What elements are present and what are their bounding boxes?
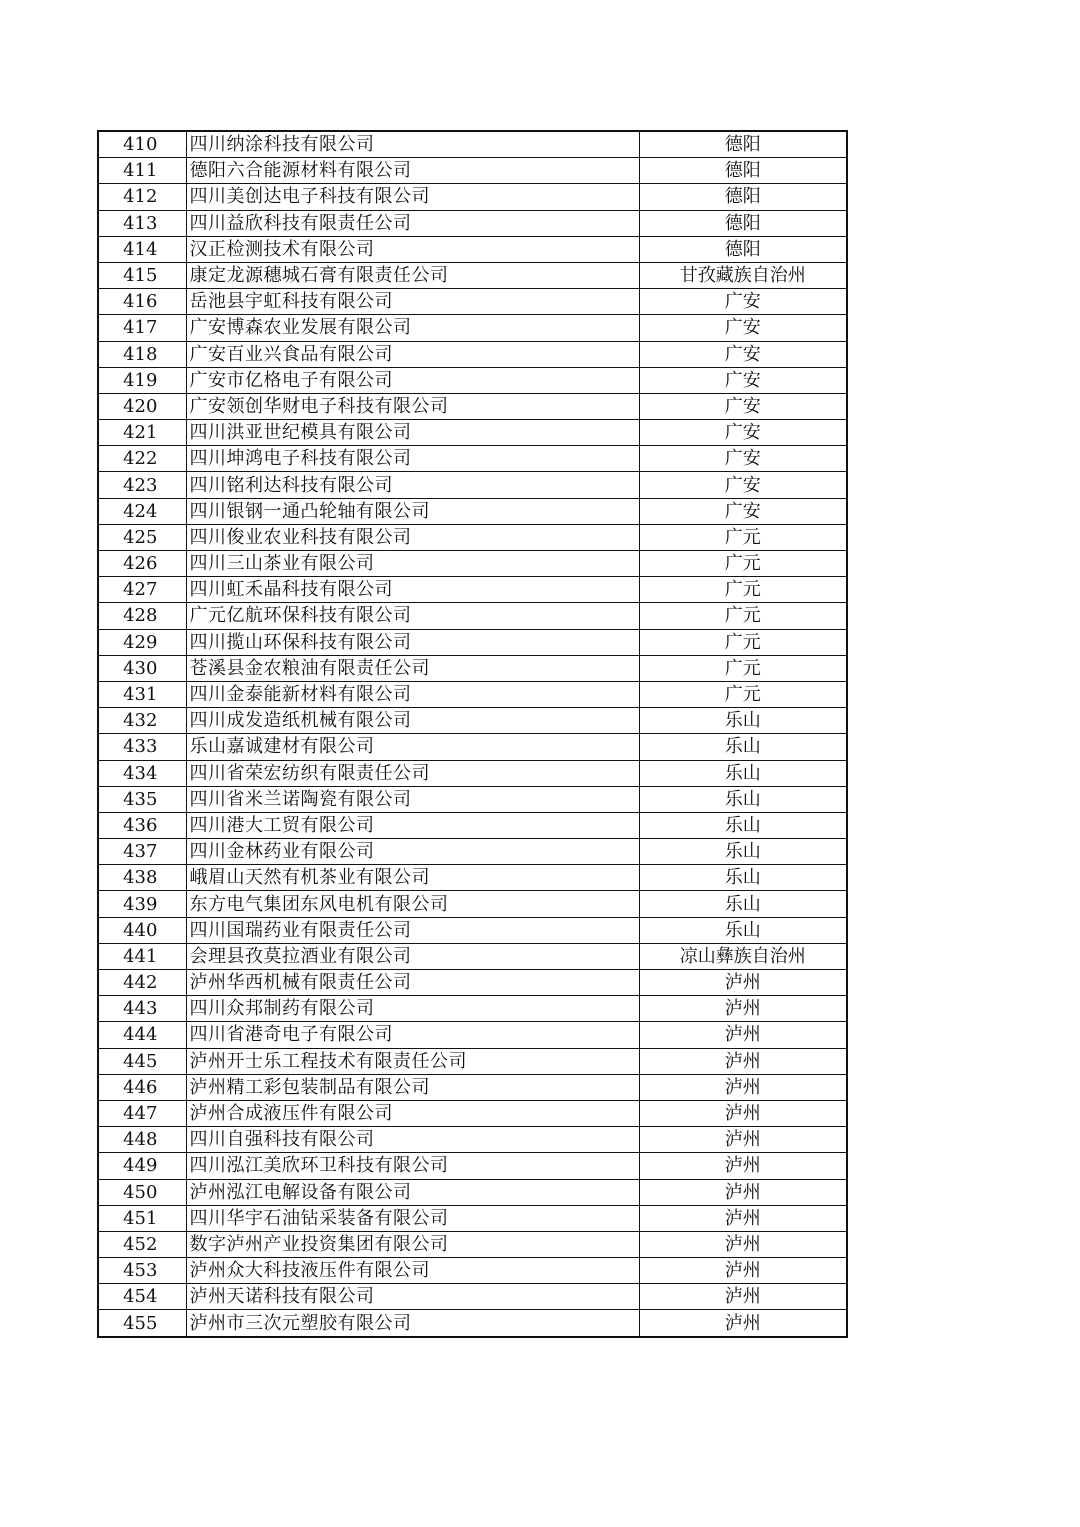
company-name: 四川益欣科技有限责任公司 [186,210,639,236]
region-name: 乐山 [639,891,847,917]
row-number: 425 [98,524,186,550]
row-number: 448 [98,1127,186,1153]
region-name: 德阳 [639,210,847,236]
row-number: 416 [98,289,186,315]
company-name: 四川众邦制药有限公司 [186,996,639,1022]
row-number: 439 [98,891,186,917]
table-row [98,629,847,655]
table-row [98,681,847,707]
company-name: 乐山嘉诚建材有限公司 [186,734,639,760]
region-name: 广元 [639,655,847,681]
region-name: 广安 [639,341,847,367]
company-name: 四川银钢一通凸轮轴有限公司 [186,498,639,524]
table-row [98,184,847,210]
region-name: 广安 [639,315,847,341]
company-name: 四川三山茶业有限公司 [186,551,639,577]
table-row [98,734,847,760]
region-name: 广安 [639,420,847,446]
region-name: 泸州 [639,1127,847,1153]
row-number: 454 [98,1284,186,1310]
region-name: 广元 [639,551,847,577]
company-name: 岳池县宇虹科技有限公司 [186,289,639,315]
table-row [98,839,847,865]
row-number: 413 [98,210,186,236]
region-name: 泸州 [639,1100,847,1126]
row-number: 424 [98,498,186,524]
table-row [98,603,847,629]
row-number: 411 [98,158,186,184]
company-name: 广元亿航环保科技有限公司 [186,603,639,629]
row-number: 427 [98,577,186,603]
company-name: 泸州开士乐工程技术有限责任公司 [186,1048,639,1074]
row-number: 433 [98,734,186,760]
table-row [98,210,847,236]
row-number: 417 [98,315,186,341]
company-name: 泸州合成液压件有限公司 [186,1100,639,1126]
row-number: 452 [98,1231,186,1257]
table-row [98,1127,847,1153]
table-row [98,341,847,367]
company-name: 苍溪县金农粮油有限责任公司 [186,655,639,681]
region-name: 广安 [639,472,847,498]
row-number: 436 [98,812,186,838]
table-row [98,1284,847,1310]
company-name: 泸州泓江电解设备有限公司 [186,1179,639,1205]
region-name: 泸州 [639,1258,847,1284]
row-number: 432 [98,708,186,734]
company-name: 四川泓江美欣环卫科技有限公司 [186,1153,639,1179]
row-number: 431 [98,681,186,707]
row-number: 426 [98,551,186,577]
region-name: 乐山 [639,917,847,943]
row-number: 455 [98,1310,186,1337]
table-row [98,1205,847,1231]
company-name: 康定龙源穗城石膏有限责任公司 [186,262,639,288]
company-name: 四川铭利达科技有限公司 [186,472,639,498]
table-row [98,786,847,812]
company-name: 泸州华西机械有限责任公司 [186,970,639,996]
region-name: 广安 [639,367,847,393]
region-name: 德阳 [639,184,847,210]
row-number: 430 [98,655,186,681]
region-name: 泸州 [639,996,847,1022]
company-name: 泸州众大科技液压件有限公司 [186,1258,639,1284]
region-name: 泸州 [639,1048,847,1074]
company-name: 四川自强科技有限公司 [186,1127,639,1153]
company-name: 四川俊业农业科技有限公司 [186,524,639,550]
table-row [98,917,847,943]
region-name: 广安 [639,498,847,524]
region-name: 乐山 [639,786,847,812]
region-name: 德阳 [639,131,847,158]
company-name: 泸州天诺科技有限公司 [186,1284,639,1310]
table-row [98,131,847,158]
table-row [98,1022,847,1048]
table-row [98,262,847,288]
company-name: 四川华宇石油钻采装备有限公司 [186,1205,639,1231]
row-number: 441 [98,943,186,969]
table-row [98,1100,847,1126]
table-row [98,970,847,996]
company-name: 汉正检测技术有限公司 [186,236,639,262]
row-number: 415 [98,262,186,288]
company-name: 四川金林药业有限公司 [186,839,639,865]
table-row [98,1048,847,1074]
table-row [98,236,847,262]
company-name: 四川坤鸿电子科技有限公司 [186,446,639,472]
table-row [98,943,847,969]
row-number: 422 [98,446,186,472]
company-name: 四川港大工贸有限公司 [186,812,639,838]
region-name: 凉山彝族自治州 [639,943,847,969]
row-number: 428 [98,603,186,629]
company-name: 四川洪亚世纪模具有限公司 [186,420,639,446]
row-number: 438 [98,865,186,891]
company-name: 四川国瑞药业有限责任公司 [186,917,639,943]
table-row [98,472,847,498]
region-name: 广元 [639,629,847,655]
table-row [98,1179,847,1205]
table-row [98,865,847,891]
table-row [98,498,847,524]
table-row [98,1310,847,1337]
company-name: 四川省港奇电子有限公司 [186,1022,639,1048]
table-row [98,367,847,393]
region-name: 广安 [639,393,847,419]
table-row [98,1258,847,1284]
table-row [98,996,847,1022]
row-number: 450 [98,1179,186,1205]
region-name: 德阳 [639,236,847,262]
table-row [98,420,847,446]
table-row [98,315,847,341]
row-number: 412 [98,184,186,210]
row-number: 444 [98,1022,186,1048]
row-number: 429 [98,629,186,655]
company-list-table [97,130,848,1338]
company-name: 泸州精工彩包装制品有限公司 [186,1074,639,1100]
table-row [98,655,847,681]
table-row [98,393,847,419]
region-name: 乐山 [639,812,847,838]
table-row [98,577,847,603]
region-name: 泸州 [639,1310,847,1337]
row-number: 434 [98,760,186,786]
company-name: 四川金泰能新材料有限公司 [186,681,639,707]
row-number: 442 [98,970,186,996]
region-name: 乐山 [639,839,847,865]
company-name: 四川揽山环保科技有限公司 [186,629,639,655]
region-name: 乐山 [639,865,847,891]
row-number: 446 [98,1074,186,1100]
region-name: 广元 [639,681,847,707]
table-body [98,131,847,1337]
table-row [98,812,847,838]
region-name: 泸州 [639,1284,847,1310]
row-number: 443 [98,996,186,1022]
row-number: 447 [98,1100,186,1126]
row-number: 445 [98,1048,186,1074]
company-name: 四川成发造纸机械有限公司 [186,708,639,734]
region-name: 广元 [639,603,847,629]
region-name: 广安 [639,446,847,472]
table-row [98,708,847,734]
region-name: 泸州 [639,1205,847,1231]
company-name: 四川省米兰诺陶瓷有限公司 [186,786,639,812]
region-name: 德阳 [639,158,847,184]
row-number: 410 [98,131,186,158]
row-number: 437 [98,839,186,865]
table-row [98,1074,847,1100]
company-name: 四川省荣宏纺织有限责任公司 [186,760,639,786]
company-name: 数字泸州产业投资集团有限公司 [186,1231,639,1257]
row-number: 419 [98,367,186,393]
table-row [98,891,847,917]
region-name: 泸州 [639,1153,847,1179]
region-name: 泸州 [639,1022,847,1048]
region-name: 泸州 [639,1179,847,1205]
table-row [98,1153,847,1179]
company-name: 会理县孜莫拉酒业有限公司 [186,943,639,969]
region-name: 广元 [639,524,847,550]
table-row [98,760,847,786]
row-number: 423 [98,472,186,498]
table-row [98,551,847,577]
table-row [98,1231,847,1257]
row-number: 451 [98,1205,186,1231]
region-name: 乐山 [639,734,847,760]
row-number: 421 [98,420,186,446]
region-name: 广安 [639,289,847,315]
company-name: 德阳六合能源材料有限公司 [186,158,639,184]
company-name: 四川纳涂科技有限公司 [186,131,639,158]
region-name: 泸州 [639,970,847,996]
table-row [98,289,847,315]
table-row [98,446,847,472]
region-name: 泸州 [639,1074,847,1100]
company-name: 四川美创达电子科技有限公司 [186,184,639,210]
row-number: 435 [98,786,186,812]
company-name: 峨眉山天然有机茶业有限公司 [186,865,639,891]
company-name: 广安市亿格电子有限公司 [186,367,639,393]
company-name: 东方电气集团东风电机有限公司 [186,891,639,917]
table-row [98,158,847,184]
row-number: 453 [98,1258,186,1284]
company-name: 泸州市三次元塑胶有限公司 [186,1310,639,1337]
region-name: 泸州 [639,1231,847,1257]
company-name: 广安领创华财电子科技有限公司 [186,393,639,419]
company-name: 广安博森农业发展有限公司 [186,315,639,341]
region-name: 广元 [639,577,847,603]
region-name: 甘孜藏族自治州 [639,262,847,288]
region-name: 乐山 [639,708,847,734]
region-name: 乐山 [639,760,847,786]
company-name: 广安百业兴食品有限公司 [186,341,639,367]
row-number: 414 [98,236,186,262]
row-number: 418 [98,341,186,367]
company-name: 四川虹禾晶科技有限公司 [186,577,639,603]
row-number: 440 [98,917,186,943]
row-number: 449 [98,1153,186,1179]
table-row [98,524,847,550]
row-number: 420 [98,393,186,419]
